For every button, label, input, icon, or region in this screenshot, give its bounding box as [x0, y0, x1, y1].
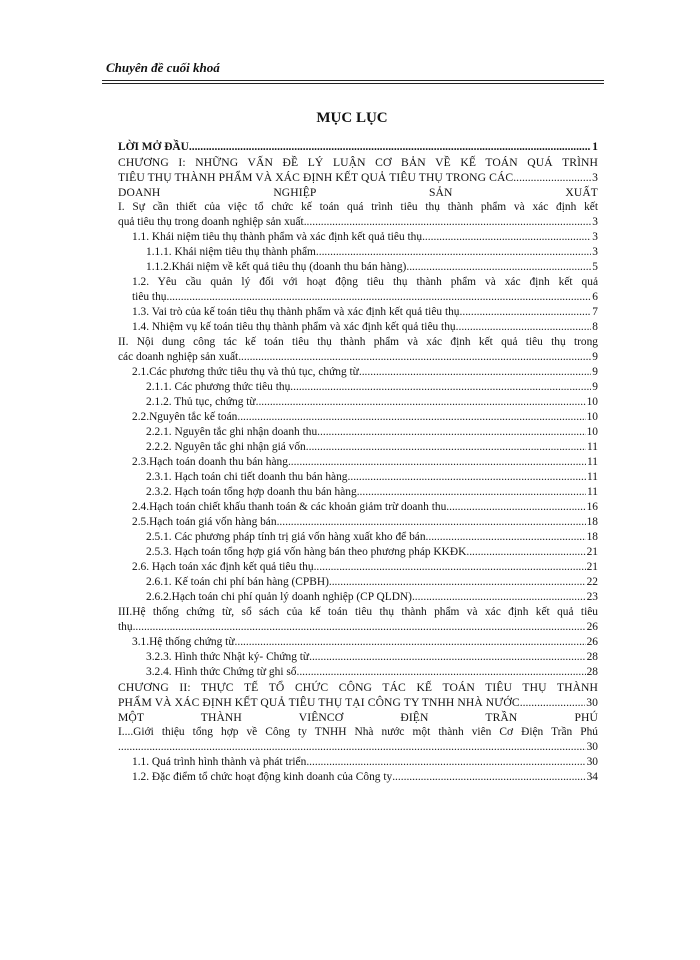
- toc-entry[interactable]: [118, 140, 598, 155]
- toc-entry-text: 3.1.Hệ thống chứng từ: [132, 636, 235, 648]
- toc-entry-text: 1.2. Đặc điểm tổ chức hoạt động kinh doanh của Công ty: [132, 771, 393, 783]
- toc-entry-text: thụ: [118, 621, 133, 633]
- toc-entry-text: TIÊU THỤ THÀNH PHẨM VÀ XÁC ĐỊNH KẾT QUẢ TIÊU THỤ TRONG CÁC: [118, 171, 514, 184]
- toc-page-number: 22: [586, 576, 598, 588]
- toc-page-number: 3: [592, 246, 598, 258]
- dot-leader: [277, 515, 586, 530]
- toc-entry-text: 2.1.Các phương thức tiêu thụ và thủ tục, chứng từ: [132, 366, 359, 378]
- dot-leader: [357, 485, 586, 500]
- toc-entry[interactable]: [118, 770, 598, 785]
- dot-leader: [288, 455, 586, 470]
- dot-leader: [520, 695, 586, 710]
- toc-entry[interactable]: [118, 380, 598, 395]
- toc-entry-text: DOANH NGHIỆP SẢN XUẤT: [118, 186, 598, 199]
- toc-entry-text: 1.1. Khái niệm tiêu thụ thành phẩm và xác định kết quả tiêu thụ: [132, 231, 423, 243]
- document-header-title: Chuyên đề cuối khoá: [106, 60, 220, 75]
- toc-page-number: 18: [586, 531, 598, 543]
- toc-entry[interactable]: [118, 305, 598, 320]
- toc-entry[interactable]: [118, 515, 598, 530]
- toc-entry[interactable]: [118, 560, 598, 575]
- toc-entry-text: 2.3.2. Hạch toán tổng hợp doanh thu bán hàng: [146, 486, 357, 498]
- toc-page-number: 11: [587, 441, 598, 453]
- toc-entry[interactable]: [118, 200, 598, 230]
- toc-page-number: 11: [587, 471, 598, 483]
- toc-entry-text: 2.5.3. Hạch toán tổng hợp giá vốn hàng bán theo phương pháp KKĐK: [146, 546, 467, 558]
- dot-leader: [304, 215, 592, 230]
- dot-leader: [238, 350, 591, 365]
- toc-entry-text: CHƯƠNG I: NHỮNG VẤN ĐỀ LÝ LUẬN CƠ BẢN VỀ KẾ TOÁN QUÁ TRÌNH: [118, 156, 598, 169]
- toc-entry-text: PHẨM VÀ XÁC ĐỊNH KẾT QUẢ TIÊU THỤ TẠI CÔNG TY TNHH NHÀ NƯỚC: [118, 696, 520, 709]
- toc-entry[interactable]: [118, 410, 598, 425]
- toc-entry-text: III.Hệ thống chứng từ, sổ sách của kế toán tiêu thụ thành phẩm và xác định kết quả tiêu: [118, 606, 598, 618]
- toc-entry[interactable]: [118, 500, 598, 515]
- toc-entry[interactable]: [118, 230, 598, 245]
- toc-page-number: 9: [592, 366, 598, 378]
- toc-entry-text: 2.6.2.Hạch toán chi phí quản lý doanh nghiệp (CP QLDN): [146, 591, 412, 603]
- toc-entry-text: 2.1.2. Thủ tục, chứng từ: [146, 396, 256, 408]
- dot-leader: [456, 320, 592, 335]
- toc-entry-text: CHƯƠNG II: THỰC TẾ TỔ CHỨC CÔNG TÁC KẾ TOÁN TIÊU THỤ THÀNH: [118, 681, 598, 694]
- dot-leader: [412, 590, 586, 605]
- toc-entry[interactable]: [118, 725, 598, 755]
- dot-leader: [329, 575, 586, 590]
- toc-page-number: 28: [586, 651, 598, 663]
- toc-entry-text: 2.5.Hạch toán giá vốn hàng bán: [132, 516, 277, 528]
- toc-page-number: 21: [586, 561, 598, 573]
- toc-page-number: 26: [586, 636, 598, 648]
- toc-entry[interactable]: [118, 335, 598, 365]
- toc-entry[interactable]: [118, 260, 598, 275]
- toc-entry[interactable]: [118, 275, 598, 305]
- toc-entry-text: các doanh nghiệp sản xuất: [118, 351, 239, 363]
- toc-entry[interactable]: [118, 365, 598, 380]
- toc-page-number: 18: [586, 516, 598, 528]
- toc-entry[interactable]: [118, 650, 598, 665]
- dot-leader: [513, 170, 591, 185]
- toc-entry-text: 1.1.2.Khái niệm về kết quả tiêu thụ (doanh thu bán hàng): [146, 261, 407, 273]
- toc-entry-text: I....Giới thiệu tổng hợp về Công ty TNHH Nhà nước một thành viên Cơ Điện Trần Phú: [118, 726, 598, 738]
- dot-leader: [348, 470, 587, 485]
- toc-entry-text: LỜI MỞ ĐẦU: [118, 141, 189, 153]
- toc-entry[interactable]: [118, 680, 598, 725]
- dot-leader: [189, 140, 591, 155]
- dot-leader: [466, 545, 585, 560]
- toc-entry[interactable]: [118, 440, 598, 455]
- toc-entry-text: I. Sự cần thiết của việc tổ chức kế toán quá trình tiêu thụ thành phẩm và xác định kết: [118, 201, 598, 213]
- dot-leader: [237, 410, 585, 425]
- toc-entry-text: II. Nội dung công tác kế toán tiêu thụ thành phẩm và xác định kết quả tiêu thụ trong: [118, 336, 598, 348]
- toc-entry-text: 2.3.1. Hạch toán chi tiết doanh thu bán hàng: [146, 471, 348, 483]
- dot-leader: [235, 635, 586, 650]
- toc-page-number: 23: [586, 591, 598, 603]
- toc-entry[interactable]: [118, 395, 598, 410]
- toc-entry[interactable]: [118, 425, 598, 440]
- dot-leader: [317, 425, 585, 440]
- toc-entry[interactable]: [118, 320, 598, 335]
- toc-entry[interactable]: [118, 590, 598, 605]
- dot-leader: [359, 365, 591, 380]
- toc-page-number: 10: [586, 426, 598, 438]
- toc-page-number: 3: [592, 171, 598, 184]
- dot-leader: [309, 650, 586, 665]
- toc-page-number: 3: [592, 216, 598, 228]
- toc-entry-text: 2.6. Hạch toán xác định kết quả tiêu thụ: [132, 561, 314, 573]
- header-rule: [102, 80, 604, 81]
- toc-page-number: 10: [586, 411, 598, 423]
- toc-entry-text: 1.3. Vai trò của kế toán tiêu thụ thành phẩm và xác định kết quả tiêu thụ: [132, 306, 460, 318]
- dot-leader: [166, 290, 591, 305]
- dot-leader: [460, 305, 592, 320]
- toc-page-number: 9: [592, 381, 598, 393]
- toc-entry-text: tiêu thụ: [132, 291, 167, 303]
- dot-leader: [133, 620, 586, 635]
- toc-page-number: 5: [592, 261, 598, 273]
- dot-leader: [290, 380, 591, 395]
- toc-entry[interactable]: [118, 470, 598, 485]
- toc-page-number: 16: [586, 501, 598, 513]
- toc-entry-text: 1.1. Quá trình hình thành và phát triển: [132, 756, 307, 768]
- toc-entry-text: 3.2.3. Hình thức Nhật ký- Chứng từ: [146, 651, 310, 663]
- toc-entry-text: 2.1.1. Các phương thức tiêu thụ: [146, 381, 291, 393]
- dot-leader: [118, 740, 586, 755]
- toc-entry[interactable]: [118, 665, 598, 680]
- toc-page-number: 8: [592, 321, 598, 333]
- toc-entry-text: 2.3.Hạch toán doanh thu bán hàng: [132, 456, 288, 468]
- toc-entry[interactable]: [118, 635, 598, 650]
- toc-page-number: 21: [586, 546, 598, 558]
- toc-entry-text: 1.4. Nhiệm vụ kế toán tiêu thụ thành phẩm và xác định kết quả tiêu thụ: [132, 321, 456, 333]
- toc-page-number: 3: [592, 231, 598, 243]
- dot-leader: [306, 755, 585, 770]
- toc-entry-text: MỘT THÀNH VIÊNCƠ ĐIỆN TRẦN PHÚ: [118, 711, 598, 724]
- toc-entry-text: 2.2.1. Nguyên tắc ghi nhận doanh thu: [146, 426, 318, 438]
- dot-leader: [316, 245, 591, 260]
- dot-leader: [406, 260, 591, 275]
- toc-entry-text: 2.2.Nguyên tắc kế toán: [132, 411, 238, 423]
- toc-entry[interactable]: [118, 545, 598, 560]
- toc-page-number: 11: [587, 456, 598, 468]
- toc-entry[interactable]: [118, 605, 598, 635]
- table-of-contents: [118, 140, 598, 785]
- toc-entry-text: 3.2.4. Hình thức Chứng từ ghi sổ: [146, 666, 297, 678]
- toc-page-number: 30: [586, 756, 598, 768]
- toc-entry-text: 1.2. Yêu cầu quản lý đối với hoạt động tiêu thụ thành phẩm và xác định kết quả: [132, 276, 598, 288]
- toc-entry[interactable]: [118, 155, 598, 200]
- toc-entry-text: 1.1.1. Khái niệm tiêu thụ thành phẩm: [146, 246, 316, 258]
- toc-entry[interactable]: [118, 245, 598, 260]
- toc-entry-text: 2.4.Hạch toán chiết khấu thanh toán & các khoản giảm trừ doanh thu: [132, 501, 447, 513]
- dot-leader: [314, 560, 586, 575]
- dot-leader: [446, 500, 585, 515]
- toc-page-number: 30: [586, 696, 598, 709]
- toc-page-number: 7: [592, 306, 598, 318]
- dot-leader: [256, 395, 586, 410]
- toc-page-number: 9: [592, 351, 598, 363]
- dot-leader: [426, 530, 586, 545]
- toc-entry[interactable]: [118, 575, 598, 590]
- toc-page-number: 1: [592, 141, 598, 153]
- toc-entry[interactable]: [118, 485, 598, 500]
- dot-leader: [422, 230, 591, 245]
- toc-entry-text: 2.5.1. Các phương pháp tính trị giá vốn hàng xuất kho để bán: [146, 531, 426, 543]
- toc-entry[interactable]: [118, 755, 598, 770]
- toc-page-number: 34: [586, 771, 598, 783]
- toc-entry-text: quả tiêu thụ trong doanh nghiệp sản xuất: [118, 216, 304, 228]
- toc-entry-text: 2.6.1. Kế toán chi phí bán hàng (CPBH): [146, 576, 329, 588]
- toc-page-number: 26: [586, 621, 598, 633]
- toc-entry[interactable]: [118, 455, 598, 470]
- dot-leader: [306, 440, 586, 455]
- toc-entry[interactable]: [118, 530, 598, 545]
- toc-page-number: 10: [586, 396, 598, 408]
- toc-title: MỤC LỤC: [316, 110, 388, 126]
- header-rule: [102, 83, 604, 84]
- dot-leader: [296, 665, 585, 680]
- toc-page-number: 30: [586, 741, 598, 753]
- toc-entry-text: 2.2.2. Nguyên tắc ghi nhận giá vốn: [146, 441, 306, 453]
- toc-page-number: 11: [587, 486, 598, 498]
- dot-leader: [392, 770, 585, 785]
- toc-page-number: 28: [586, 666, 598, 678]
- toc-page-number: 6: [592, 291, 598, 303]
